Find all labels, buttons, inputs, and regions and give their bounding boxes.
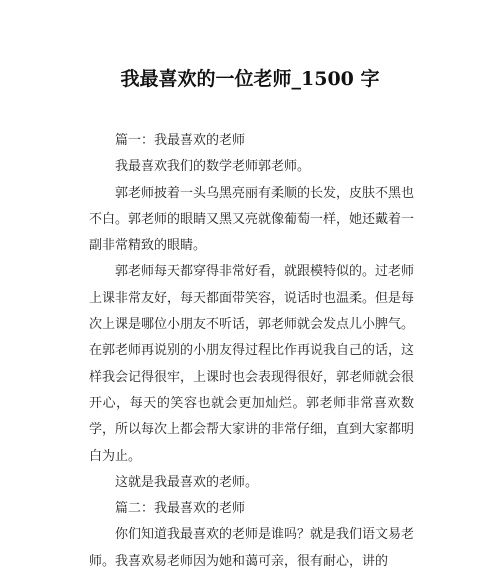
paragraph: 篇二：我最喜欢的老师 — [115, 501, 246, 517]
paragraph: 郭老师披着一头乌黑亮丽有柔顺的长发，皮肤不黑也不白。郭老师的眼睛又黑又亮就像葡萄一样，她还戴着一副非常精致的眼睛。 — [89, 185, 415, 254]
paragraph: 你们知道我最喜欢的老师是谁吗？就是我们语文易老师。我喜欢易老师因为她和蔼可亲，很有耐心，讲的 — [89, 527, 415, 569]
paragraph: 这就是我最喜欢的老师。 — [115, 474, 259, 490]
paragraph: 我最喜欢我们的数学老师郭老师。 — [115, 159, 311, 175]
document-title: 我最喜欢的一位老师_1500 字 — [120, 68, 380, 90]
document-body — [89, 128, 414, 575]
paragraph: 篇一：我最喜欢的老师 — [115, 133, 246, 148]
paragraph: 郭老师每天都穿得非常好看，就跟模特似的。过老师上课非常友好，每天都面带笑容，说话时也温柔。但是每次上课是哪位小朋友不听话，郭老师就会发点儿小脾气。在郭老师再说别的小朋友得过程比作再说我自己的话，这样我会记得很牢，上课时也会表现得很好，郭老师就会很开心，每天的笑容也就会更加灿烂。郭老师非常喜欢数学，所以每次上都会帮大家讲的非常仔细，直到大家都明白为止。 — [89, 264, 415, 464]
